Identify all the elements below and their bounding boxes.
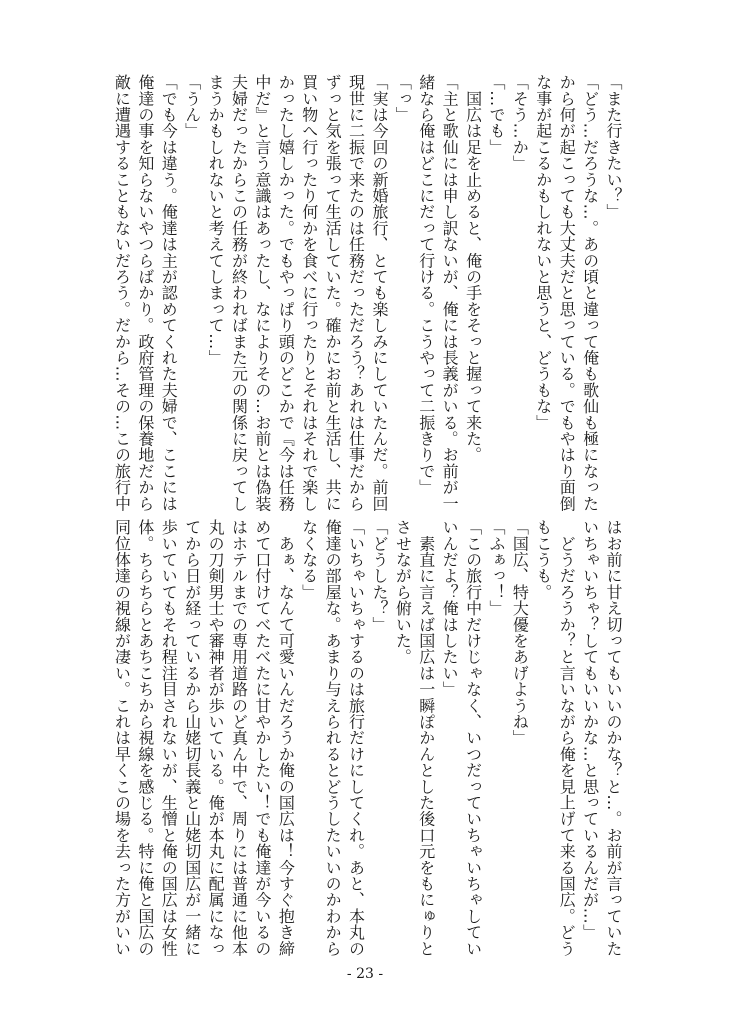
text-line: 素直に言えば国広は一瞬ぽかんとした後口元をもにゅりと [416,519,436,957]
text-line: 俺達の事を知らないやつらばかり。政府管理の保養地だから [135,74,155,512]
text-line: 「っ」 [393,74,413,123]
text-line: 現世に二振で来たのは任務だっただろう？あれは仕事だから [346,74,366,512]
text-line: まうかもしれないと考えてしまって…」 [206,74,226,366]
text-line: 「どうした？」 [369,519,389,633]
text-line: 買い物へ行ったり何かを食べに行ったりとそれはそれで楽し [299,74,319,512]
text-line: な事が起こるかもしれないと思うと、どうもな」 [533,74,553,431]
text-line: いちゃいちゃ？してもいいかな…と思っているんだが…」 [580,519,600,941]
text-line: 「どう…だろうな…。あの頃と違って俺も歌仙も極になった [580,74,600,512]
text-line: 「実は今回の新婚旅行、とても楽しみにしていたんだ。前回 [369,74,389,512]
lower-text-block [110,519,625,957]
text-line: あぁ、なんて可愛いんだろうか俺の国広は！今すぐ抱き締 [276,519,296,957]
text-line: 「うん」 [182,74,202,139]
text-line: 「また行きたい？」 [604,74,623,220]
text-line: 「…でも」 [486,74,506,155]
text-line: 「主と歌仙には申し訳ないが、俺には長義がいる。お前が一 [440,74,460,512]
text-line: 俺達の部屋な。あまり与えられるとどうしたいいのかわから [323,519,343,957]
text-line: なくなる」 [299,519,319,600]
text-line: 国広は足を止めると、俺の手をそっと握って来た。 [463,74,483,463]
text-line: 「国広、特大優をあげようね」 [510,519,530,746]
text-line: 「この旅行中だけじゃなく、いつだっていちゃいちゃしてい [463,519,483,957]
text-line: 緒なら俺はどこにだって行ける。こうやって二振きりで」 [416,74,436,496]
page-number: - 23 - [346,966,384,982]
text-line: どうだろうか？と言いながら俺を見上げて来る国広。どう [557,519,577,957]
text-line: はホテルまでの専用道路のど真ん中で、周りには普通に他本 [229,519,249,957]
text-line: 「ふぁっ！」 [486,519,506,617]
text-line: から何が起こっても大丈夫だと思っている。でもやはり面倒 [557,74,577,512]
text-line: 丸の刀剣男士や審神者が歩いている。俺が本丸に配属になっ [206,519,226,957]
text-line: 夫婦だったからこの任務が終わればまた元の関係に戻ってし [229,74,249,512]
text-line: てから日が経っているから山姥切長義と山姥切国広が一緒に [182,519,202,957]
text-line: めて口付けてべたべたに甘やかしたい！でも俺達が今いるの [252,519,272,957]
text-line: はお前に甘え切ってもいいのかな？と…。お前が言っていた [604,519,623,957]
text-line: 中だ』と言う意識はあったし、なによりその…お前とは偽装 [252,74,272,512]
text-line: ずっと気を張って生活していた。確かにお前と生活し、共に [323,74,343,512]
text-line: 体。ちらちらとあちこちから視線を感じる。特に俺と国広の [135,519,155,957]
text-line: 「でも今は違う。俺達は主が認めてくれた夫婦で、ここには [159,74,179,512]
text-line: させながら俯いた。 [393,519,413,665]
text-line: 敵に遭遇することもないだろう。だから…その…この旅行中 [112,74,132,512]
text-line: 歩いていてもそれ程注目されないが、生憎と俺の国広は女性 [159,519,179,957]
upper-text-block [110,74,625,512]
text-line: 「そう…か」 [510,74,530,172]
text-line: もこうも。 [533,519,553,600]
text-line: 同位体達の視線が凄い。これは早くこの場を去った方がいい [112,519,132,957]
text-line: かったし嬉しかった。でもやっぱり頭のどこかで『今は任務 [276,74,296,512]
text-line: いんだよ？俺はしたい」 [440,519,460,698]
text-line: 「いちゃいちゃするのは旅行だけにしてくれ。あと、本丸の [346,519,366,957]
